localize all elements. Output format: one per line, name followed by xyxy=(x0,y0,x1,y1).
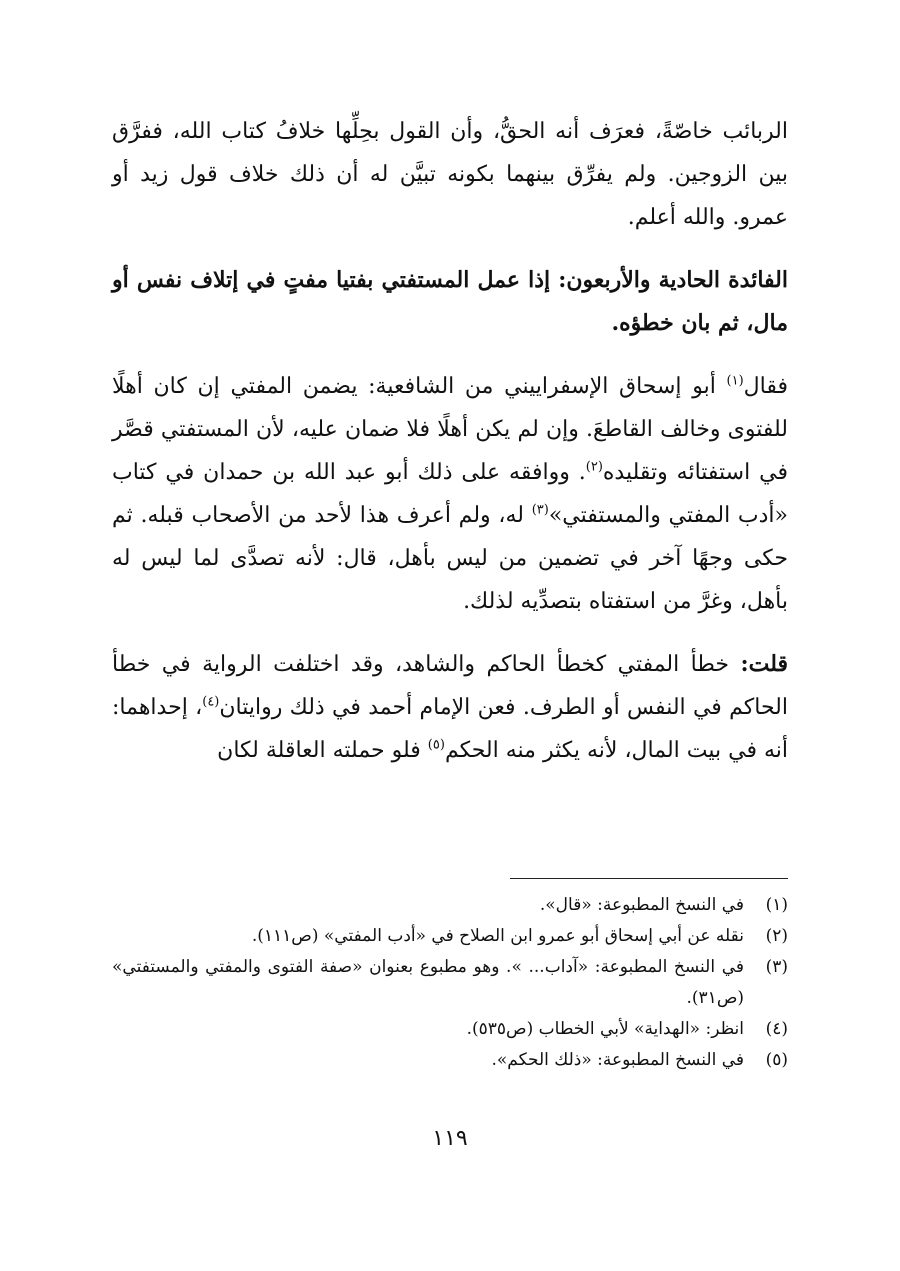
section-heading xyxy=(112,259,788,345)
footnotes xyxy=(112,890,788,1076)
para2-text-4: له، ولم أعرف هذا لأحد من الأصحاب قبله. ثم حكى وجهًا آخر في تضمين من ليس بأهل، قال: لأنه تصدَّى لما ليس له بأهل، وغرَّ من استفتاه بتصدِّيه لذلك. xyxy=(112,503,788,614)
para3-text-1: خطأ المفتي كخطأ الحاكم والشاهد، وقد اختلفت الرواية في خطأ الحاكم في النفس أو الطرف. فعن الإمام أحمد في ذلك روايتان xyxy=(112,652,788,720)
para2-text-1: فقال xyxy=(743,374,788,399)
para2-text-3: . ووافقه على ذلك أبو عبد الله بن حمدان في كتاب «أدب المفتي والمستفتي» xyxy=(112,460,788,528)
footnote-number: (٥) xyxy=(765,1050,788,1070)
paragraph-2 xyxy=(112,365,788,623)
footnote-text: نقله عن أبي إسحاق أبو عمرو ابن الصلاح في «أدب المفتي» (ص١١١). xyxy=(251,926,744,946)
footnote-text: في النسخ المطبوعة: «آداب... ». وهو مطبوع بعنوان «صفة الفتوى والمفتي والمستفتي» (ص٣١). xyxy=(112,957,744,1008)
footnote-ref-1[interactable]: (١) xyxy=(726,373,744,389)
footnote-text: في النسخ المطبوعة: «ذلك الحكم». xyxy=(491,1050,744,1070)
page-number: ١١٩ xyxy=(432,1126,468,1151)
footnote-divider xyxy=(510,878,788,879)
footnote-text: انظر: «الهداية» لأبي الخطاب (ص٥٣٥). xyxy=(466,1019,744,1039)
footnote-3 xyxy=(112,952,788,1014)
footnote-ref-3[interactable]: (٣) xyxy=(531,502,549,518)
main-text xyxy=(112,110,788,792)
footnote-number: (١) xyxy=(765,895,788,915)
footnote-1 xyxy=(112,890,788,921)
paragraph-1: الربائب خاصّةً، فعرَف أنه الحقُّ، وأن القول بحِلِّها خلافُ كتاب الله، ففرَّق بين الزوجين. ولم يفرِّق بينهما بكونه تبيَّن له أن ذلك خلاف قول زيد أو عمرو. والله أعلم. xyxy=(112,119,788,230)
footnote-ref-4[interactable]: (٤) xyxy=(202,694,220,710)
footnote-number: (٤) xyxy=(765,1019,788,1039)
footnote-ref-2[interactable]: (٢) xyxy=(585,459,603,475)
para2-text-2: أبو إسحاق الإسفراييني من الشافعية: يضمن المفتي إن كان أهلًا للفتوى وخالف القاطعَ. وإن لم يكن أهلًا فلا ضمان عليه، لأن المستفتي قصَّر في استفتائه وتقليده xyxy=(112,374,788,485)
heading-text: الفائدة الحادية والأربعون: إذا عمل المستفتي بفتيا مفتٍ في إتلاف نفس أو مال، ثم بان خطؤه. xyxy=(112,267,788,336)
para3-text-2: ، إحداهما: أنه في بيت المال، لأنه يكثر منه الحكم xyxy=(112,695,788,763)
footnote-ref-5[interactable]: (٥) xyxy=(427,737,445,753)
footnote-number: (٣) xyxy=(765,957,788,977)
para3-lead: قلت: xyxy=(740,651,788,677)
para3-text-3: فلو حملته العاقلة لكان xyxy=(217,738,428,763)
footnote-text: في النسخ المطبوعة: «قال». xyxy=(539,895,744,915)
footnote-2 xyxy=(112,921,788,952)
paragraph-3 xyxy=(112,643,788,772)
footnote-4 xyxy=(112,1014,788,1045)
footnote-number: (٢) xyxy=(765,926,788,946)
footnote-5 xyxy=(112,1045,788,1076)
